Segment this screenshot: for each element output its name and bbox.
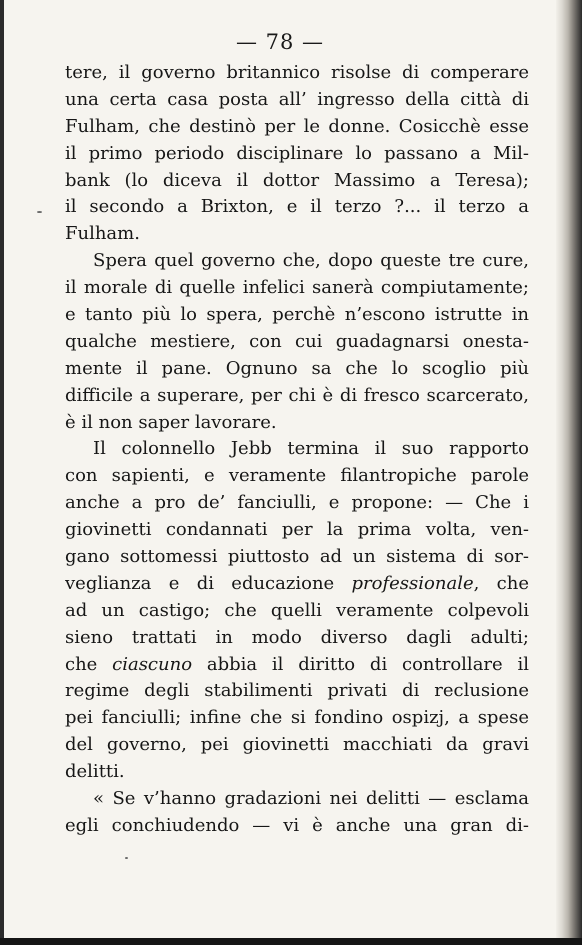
text-line: mente il pane. Ognuno sa che lo scoglio più	[65, 357, 529, 379]
text-line: « Se v’hanno gradazioni nei delitti — esclama	[93, 788, 529, 810]
print-speck	[37, 211, 42, 213]
text-line: bank (lo diceva il dottor Massimo a Teresa);	[65, 169, 529, 191]
page-body	[65, 60, 529, 840]
text-segment: , che	[473, 572, 529, 594]
text-line: egli conchiudendo — vi è anche una gran di-	[65, 814, 529, 836]
text-line: il morale di quelle infelici sanerà compiutamente;	[65, 277, 529, 299]
text-line: delitti.	[65, 761, 125, 783]
text-line: del governo, pei giovinetti macchiati da gravi	[65, 734, 529, 756]
text-line: difficile a superare, per chi è di fresco scarcerato,	[65, 384, 529, 406]
text-line: con sapienti, e veramente filantropiche parole	[65, 465, 529, 487]
print-speck	[125, 857, 128, 859]
text-line-italic	[65, 571, 529, 598]
text-line-italic	[65, 652, 529, 679]
text-line: Fulham.	[65, 223, 140, 245]
text-segment: abbia il diritto di controllare il	[192, 653, 529, 675]
text-line: pei fanciulli; infine che si fondino ospizj, a spese	[65, 707, 529, 729]
text-line: e tanto più lo spera, perchè n’escono istrutte in	[65, 304, 529, 326]
text-line: anche a pro de’ fanciulli, e propone: — Che i	[65, 492, 529, 514]
text-line: ad un castigo; che quelli veramente colpevoli	[65, 599, 529, 621]
text-line: Il colonnello Jebb termina il suo rapporto	[93, 438, 529, 460]
text-segment: veglianza e di educazione	[65, 572, 352, 594]
book-edge-bottom	[0, 938, 582, 945]
text-line: Spera quel governo che, dopo queste tre cure,	[93, 250, 529, 272]
text-line: regime degli stabilimenti privati di reclusione	[65, 680, 529, 702]
text-line: sieno trattati in modo diverso dagli adulti;	[65, 626, 529, 648]
text-line: il secondo a Brixton, e il terzo ?... il terzo a	[65, 196, 529, 218]
text-line: gano sottomessi piuttosto ad un sistema di sor-	[65, 546, 529, 568]
text-line: una certa casa posta all’ ingresso della città di	[65, 88, 529, 110]
text-line: giovinetti condannati per la prima volta, ven-	[65, 519, 529, 541]
page-number: — 78 —	[235, 30, 325, 54]
text-line: è il non saper lavorare.	[65, 411, 277, 433]
text-line: qualche mestiere, con cui guadagnarsi onesta-	[65, 330, 529, 352]
italic-word: ciascuno	[112, 653, 193, 675]
book-page	[4, 0, 556, 940]
text-line: Fulham, che destinò per le donne. Cosicchè esse	[65, 115, 529, 137]
italic-word: professionale	[351, 572, 474, 594]
text-segment: che	[65, 653, 113, 675]
text-line: il primo periodo disciplinare lo passano a Mil-	[65, 142, 529, 164]
book-edge-right	[556, 0, 582, 945]
text-line: tere, il governo britannico risolse di comperare	[65, 62, 529, 83]
